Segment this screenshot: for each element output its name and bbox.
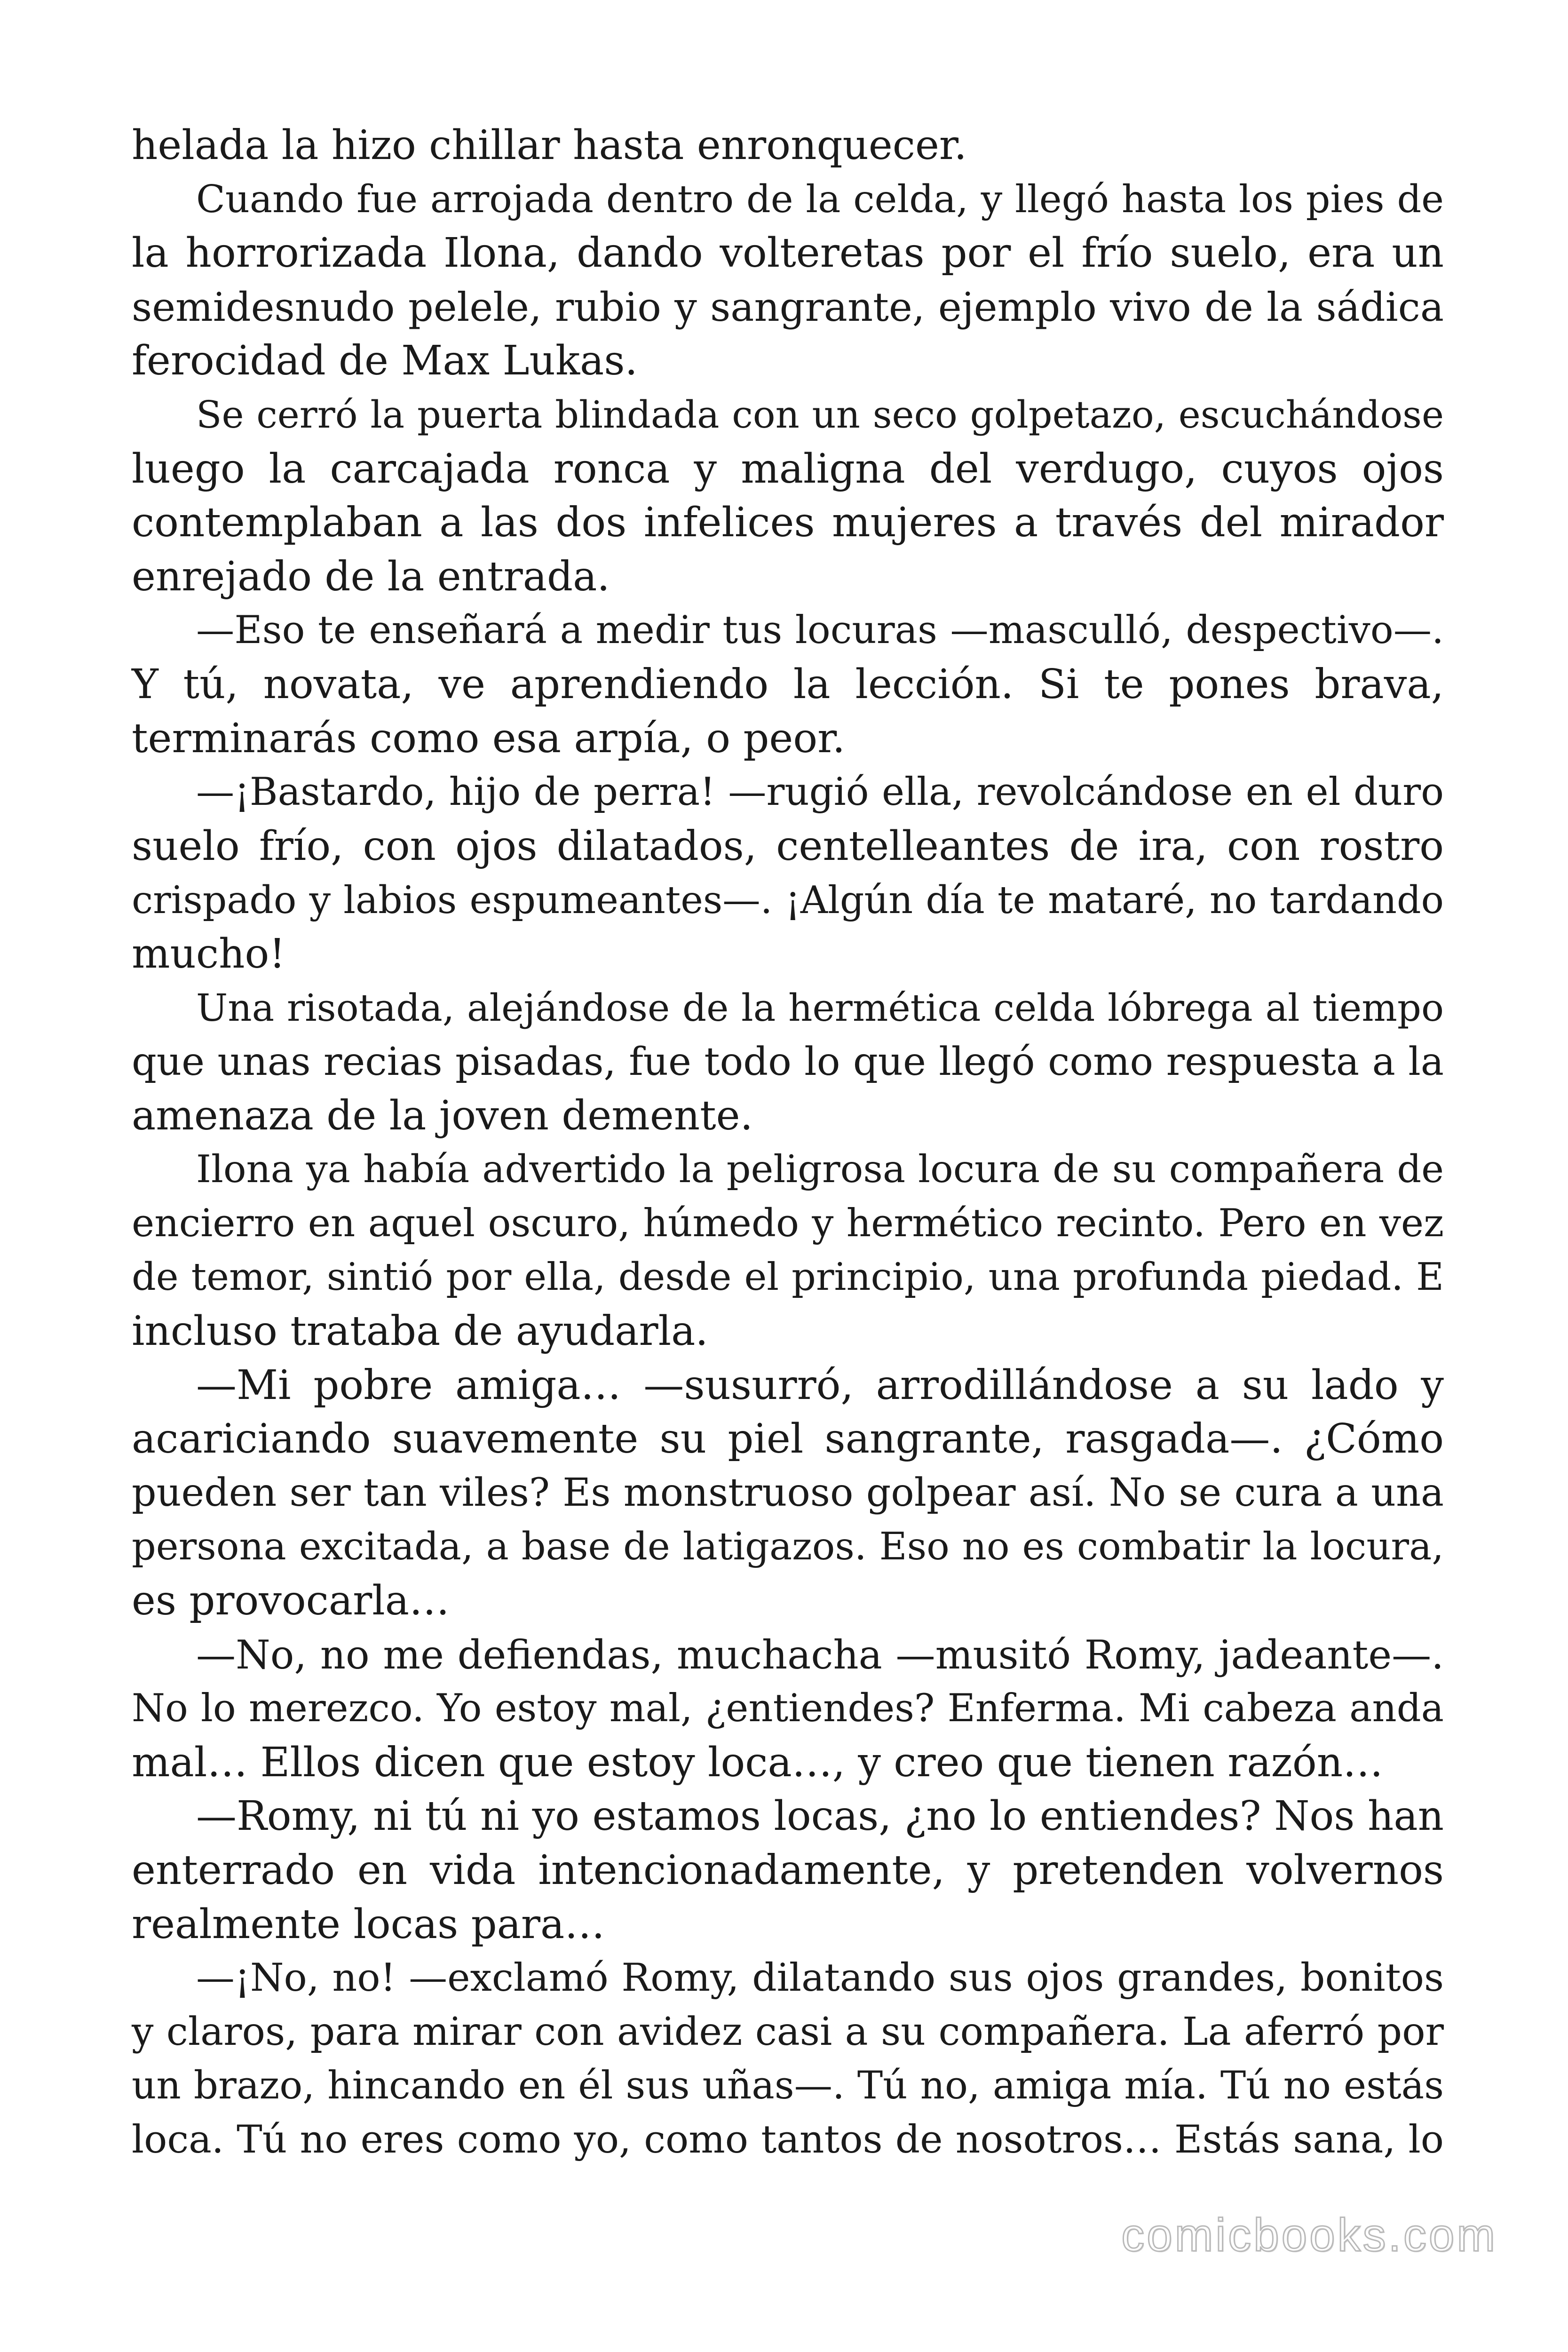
text-line: acariciando suavemente su piel sangrante, rasgada—. ¿Cómo [132,1415,1444,1463]
text-line: luego la carcajada ronca y maligna del verdugo, cuyos ojos [132,445,1444,493]
text-column [132,119,1444,2167]
text-line: suelo frío, con ojos dilatados, centelleantes de ira, con rostro [132,822,1444,870]
text-line: realmente locas para… [132,1900,605,1948]
text-line: enrejado de la entrada. [132,553,610,600]
text-line: Ilona ya había advertido la peligrosa locura de su compañera de [196,1147,1444,1192]
text-line: —¡Bastardo, hijo de perra! —rugió ella, revolcándose en el duro [196,770,1444,815]
text-line: —Eso te enseñará a medir tus locuras —masculló, despectivo—. [196,608,1444,653]
text-line: —¡No, no! —exclamó Romy, dilatando sus ojos grandes, bonitos [196,1955,1444,2001]
text-line: que unas recias pisadas, fue todo lo que llegó como respuesta a la [132,1039,1444,1085]
text-line: mucho! [132,930,285,977]
text-line: incluso trataba de ayudarla. [132,1308,708,1355]
text-line: contemplaban a las dos infelices mujeres a través del mirador [132,499,1444,547]
text-line: de temor, sintió por ella, desde el principio, una profunda piedad. E [132,1255,1444,1300]
text-line: Se cerró la puerta blindada con un seco golpetazo, escuchándose [196,392,1444,437]
text-line: ferocidad de Max Lukas. [132,337,638,385]
text-line: enterrado en vida intencionadamente, y pretenden volvernos [132,1847,1444,1894]
text-line: Cuando fue arrojada dentro de la celda, y llegó hasta los pies de [196,177,1444,222]
text-line: amenaza de la joven demente. [132,1092,753,1139]
text-line: y claros, para mirar con avidez casi a su compañera. La aferró por [132,2009,1444,2054]
text-line: un brazo, hincando en él sus uñas—. Tú no, amiga mía. Tú no estás [132,2063,1444,2108]
text-line: No lo merezco. Yo estoy mal, ¿entiendes? Enferma. Mi cabeza anda [132,1686,1444,1731]
text-line: persona excitada, a base de latigazos. Eso no es combatir la locura, [132,1525,1444,1569]
text-line: —Mi pobre amiga… —susurró, arrodillándose a su lado y [196,1361,1444,1409]
text-line: —Romy, ni tú ni yo estamos locas, ¿no lo entiendes? Nos han [196,1793,1444,1840]
text-line: la horrorizada Ilona, dando volteretas por el frío suelo, era un [132,230,1444,277]
text-line: helada la hizo chillar hasta enronquecer. [132,122,967,169]
text-line: mal… Ellos dicen que estoy loca…, y creo que tienen razón… [132,1739,1384,1786]
text-line: —No, no me defiendas, muchacha —musitó Romy, jadeante—. [196,1631,1444,1678]
watermark: comicbooks.com [1121,2209,1497,2261]
text-line: loca. Tú no eres como yo, como tantos de nosotros… Estás sana, lo [132,2117,1444,2162]
text-line: es provocarla… [132,1577,450,1625]
text-line: terminarás como esa arpía, o peor. [132,715,846,762]
text-line: semidesnudo pelele, rubio y sangrante, ejemplo vivo de la sádica [132,284,1444,330]
text-line: encierro en aquel oscuro, húmedo y hermético recinto. Pero en vez [132,1200,1444,1246]
text-line: pueden ser tan viles? Es monstruoso golpear así. No se cura a una [132,1470,1444,1515]
text-line: crispado y labios espumeantes—. ¡Algún día te mataré, no tardando [132,878,1444,922]
text-line: Y tú, novata, ve aprendiendo la lección. Si te pones brava, [132,660,1444,708]
text-line: Una risotada, alejándose de la hermética celda lóbrega al tiempo [196,985,1444,1030]
